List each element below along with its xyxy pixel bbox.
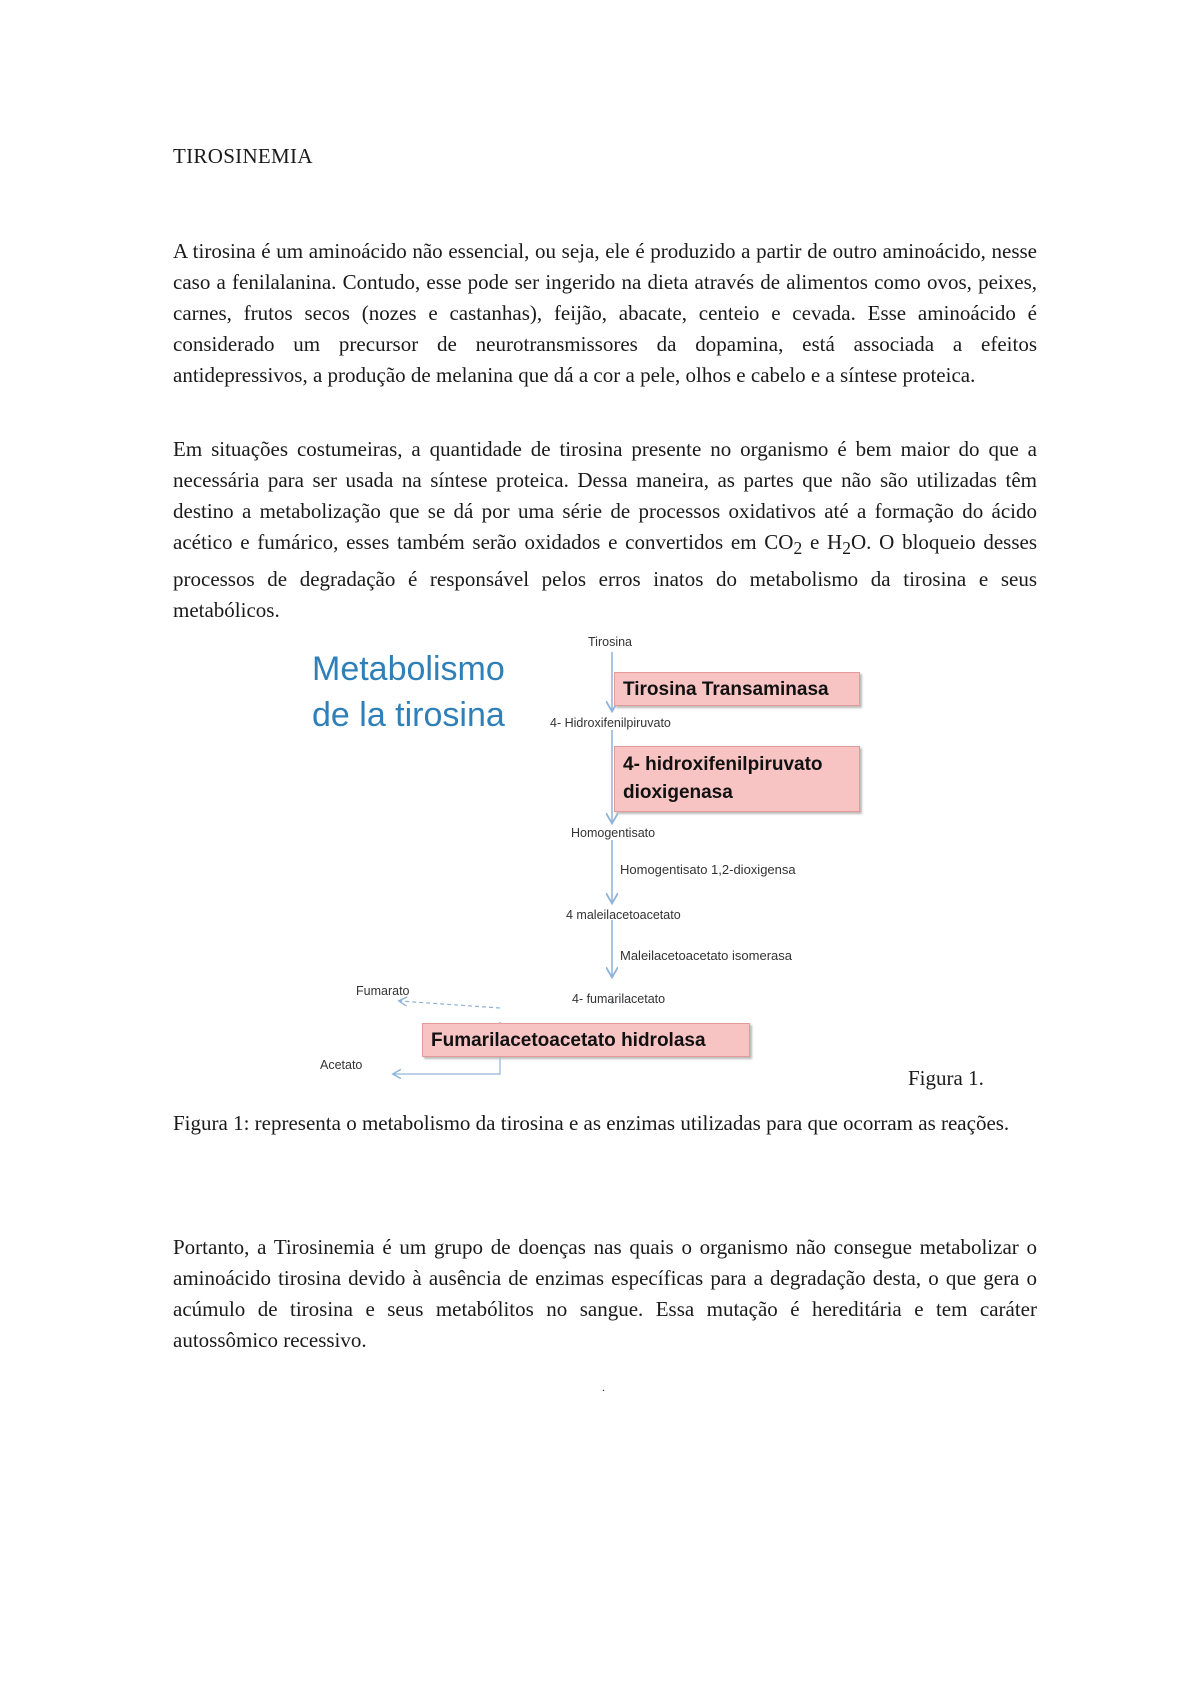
paragraph-metabolism-text-2: e H	[802, 530, 843, 554]
enzyme-hidroxifenilpiruvato-dioxigenasa	[614, 746, 860, 812]
metabolite-homogentisato: Homogentisato	[571, 826, 656, 840]
document-title: TIROSINEMIA	[173, 144, 313, 168]
paragraph-conclusion: Portanto, a Tirosinemia é um grupo de doenças nas quais o organismo não consegue metabolizar o aminoácido tirosina devido à ausência de enzimas específicas para a degradação desta, o que gera o acúmulo de tirosina e seus metabólitos no sangue. Essa mutação é hereditária e tem caráter autossômico recessivo.	[173, 1235, 1037, 1352]
enzyme-dioxigenasa-line-2: dioxigenasa	[623, 782, 733, 803]
figure-label: Figura 1.	[908, 1066, 984, 1090]
figure-caption: Figura 1: representa o metabolismo da tirosina e as enzimas utilizadas para que ocorram as reações.	[173, 1111, 1010, 1135]
arrow-to-fumarato	[400, 1001, 500, 1008]
diagram-title	[312, 646, 505, 738]
enzyme-homogentisato-dioxigensa: Homogentisato 1,2-dioxigensa	[620, 862, 796, 877]
enzyme-tirosina-transaminasa: Tirosina Transaminasa	[614, 672, 860, 706]
paragraph-intro: A tirosina é um aminoácido não essencial, ou seja, ele é produzido a partir de outro aminoácido, nesse caso a fenilalanina. Contudo, esse pode ser ingerido na dieta através de alimentos como ovos, peixes, carnes, frutos secos (nozes e castanhas), feijão, abacate, centeio e cevada. Esse aminoácido é considerado um precursor de neurotransmissores da dopamina, está associada a efeitos antidepressivos, a produção de melanina que dá a cor a pele, olhos e cabelo e a síntese proteica.	[173, 239, 1037, 387]
metabolite-fumarilacetato: 4- fumarilacetato	[572, 992, 666, 1006]
enzyme-dioxigenasa-line-1: 4- hidroxifenilpiruvato	[623, 754, 823, 775]
metabolite-hidroxifenilpiruvato: 4- Hidroxifenilpiruvato	[550, 716, 671, 730]
paragraph-metabolism-text-1: Em situações costumeiras, a quantidade de tirosina presente no organismo é bem maior do que a necessária para ser usada na síntese proteica. Dessa maneira, as partes que não são utilizadas têm destino a metabolização que se dá por uma série de processos oxidativos até a formação do ácido acético e fumárico, esses também serão oxidados e convertidos em CO	[173, 437, 1037, 554]
paragraph-metabolism	[173, 434, 1037, 626]
metabolite-maleilacetoacetato: 4 maleilacetoacetato	[566, 908, 681, 922]
trailing-dot: .	[602, 1380, 605, 1394]
enzyme-maleilacetoacetato-isomerasa: Maleilacetoacetato isomerasa	[620, 948, 792, 963]
co2-subscript: 2	[793, 538, 803, 559]
metabolite-acetato: Acetato	[320, 1058, 363, 1072]
h2o-subscript: 2	[842, 538, 851, 559]
paragraph-metabolism-text-3: O. O bloqueio desses processos de degradação é responsável pelos erros inatos do metabolismo da tirosina e seus metabólicos.	[173, 530, 1037, 623]
tyrosine-metabolism-diagram	[300, 630, 900, 1090]
metabolite-tirosina: Tirosina	[588, 635, 632, 649]
enzyme-fumarilacetoacetato-hidrolasa: Fumarilacetoacetato hidrolasa	[422, 1023, 750, 1057]
diagram-title-line-1: Metabolismo	[312, 650, 505, 688]
metabolite-fumarato: Fumarato	[356, 984, 410, 998]
diagram-title-line-2: de la tirosina	[312, 696, 505, 734]
